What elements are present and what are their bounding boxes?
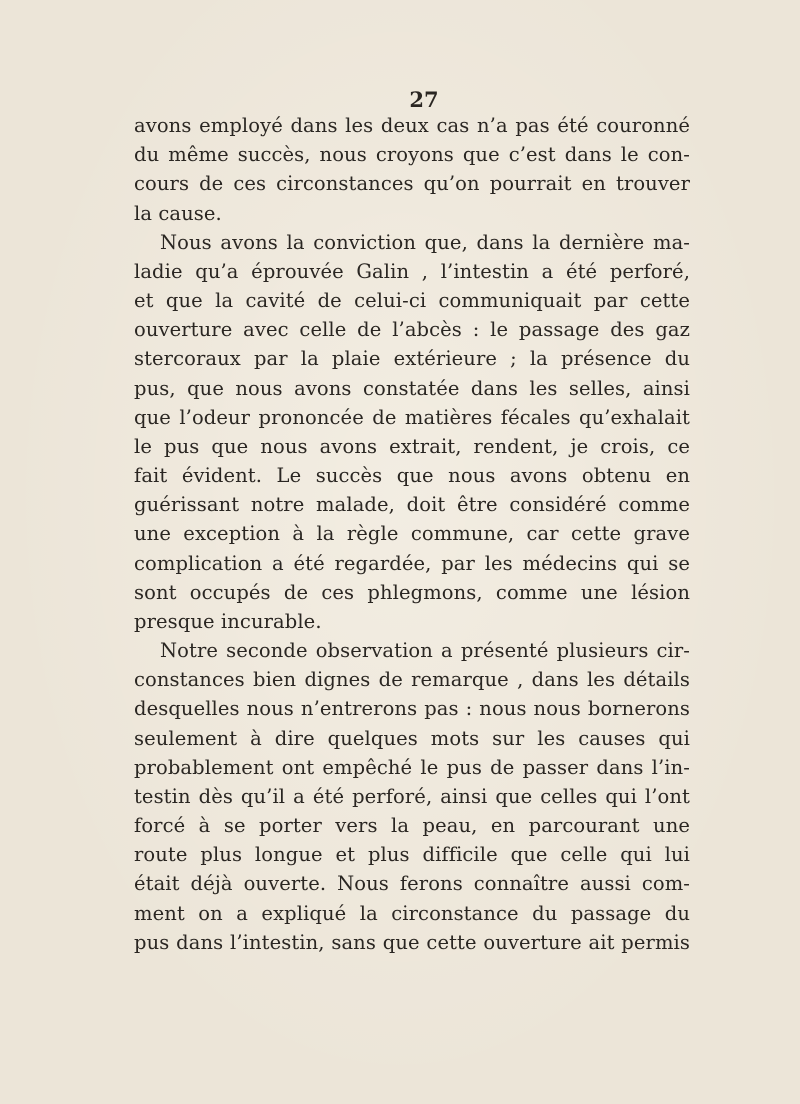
text-line: ment on a expliqué la circonstance du passage du: [134, 901, 690, 925]
text-line: était déjà ouverte. Nous ferons connaître aussi com-: [134, 872, 690, 896]
text-line: presque incurable.: [134, 609, 322, 633]
text-line: testin dès qu’il a été perforé, ainsi que celles qui l’ont: [134, 784, 690, 808]
text-line: du même succès, nous croyons que c’est dans le con-: [134, 143, 690, 167]
text-line: sont occupés de ces phlegmons, comme une lésion: [134, 580, 690, 604]
page-number: 27: [409, 87, 439, 112]
text-line: forcé à se porter vers la peau, en parcourant une: [134, 814, 690, 838]
text-line: pus, que nous avons constatée dans les selles, ainsi: [134, 376, 690, 400]
text-line: cours de ces circonstances qu’on pourrait en trouver: [134, 172, 690, 196]
text-line: pus dans l’intestin, sans que cette ouverture ait permis: [134, 930, 690, 954]
text-line: ladie qu’a éprouvée Galin , l’intestin a été perforé,: [134, 259, 690, 283]
text-line: stercoraux par la plaie extérieure ; la présence du: [134, 347, 690, 371]
text-line: guérissant notre malade, doit être considéré comme: [134, 493, 690, 517]
text-line: et que la cavité de celui-ci communiquait par cette: [134, 289, 690, 313]
text-line: complication a été regardée, par les médecins qui se: [134, 551, 690, 575]
text-line: une exception à la règle commune, car cette grave: [134, 522, 690, 546]
text-line: seulement à dire quelques mots sur les causes qui: [134, 726, 690, 750]
text-line: le pus que nous avons extrait, rendent, je crois, ce: [134, 434, 690, 458]
text-line: constances bien dignes de remarque , dans les détails: [134, 668, 690, 692]
text-line: probablement ont empêché le pus de passer dans l’in-: [134, 755, 690, 779]
text-line: Nous avons la conviction que, dans la dernière ma-: [160, 230, 690, 254]
text-line: que l’odeur prononcée de matières fécales qu’exhalait: [134, 405, 690, 429]
text-line: Notre seconde observation a présenté plusieurs cir-: [160, 639, 690, 663]
text-line: avons employé dans les deux cas n’a pas été couronné: [134, 114, 690, 137]
body-text: [134, 111, 690, 957]
text-line: desquelles nous n’entrerons pas : nous nous bornerons: [134, 697, 690, 721]
text-line: route plus longue et plus difficile que celle qui lui: [134, 843, 690, 867]
text-line: fait évident. Le succès que nous avons obtenu en: [134, 464, 690, 488]
text-line: la cause.: [134, 201, 222, 225]
text-line: ouverture avec celle de l’abcès : le passage des gaz: [134, 318, 690, 342]
